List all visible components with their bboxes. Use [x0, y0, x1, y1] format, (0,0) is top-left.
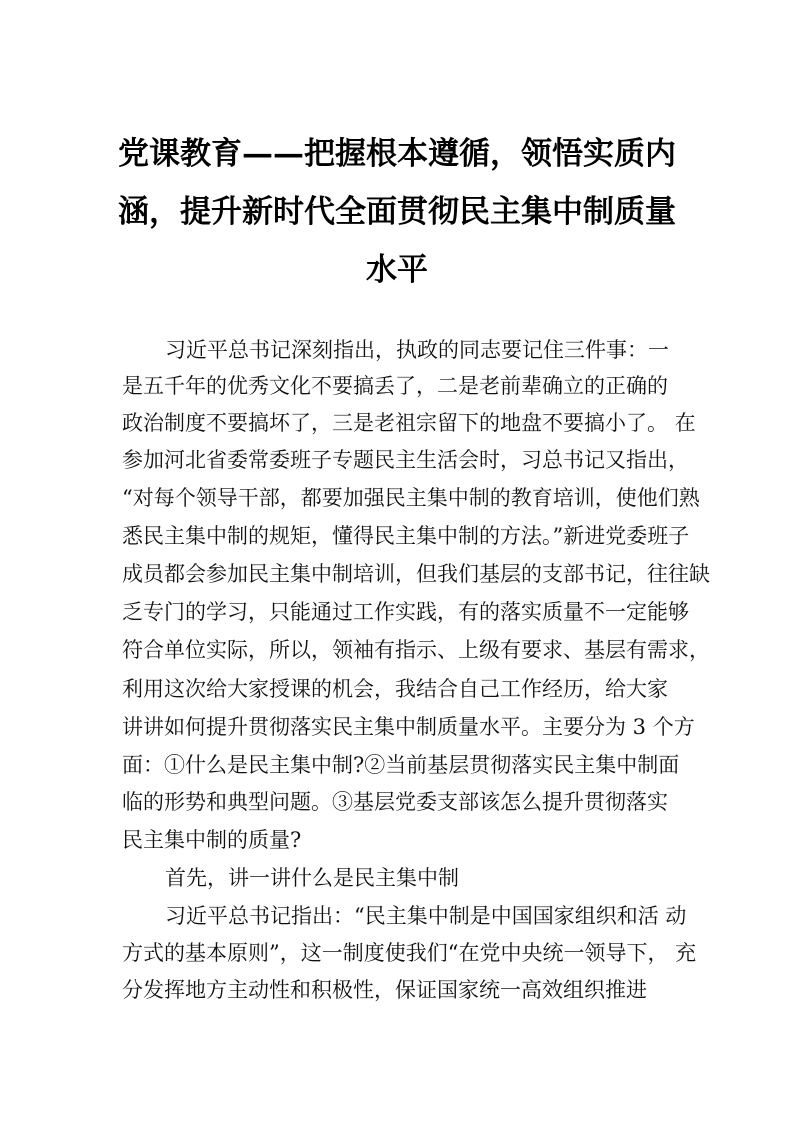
paragraph-1-line-5: “对每个领导干部，都要加强民主集中制的教育培训，使他们熟 — [122, 486, 700, 510]
paragraph-1-line-9: 符合单位实际，所以，领袖有指示、上级有要求、基层有需求， — [122, 638, 710, 662]
paragraph-1-line-1: 习近平总书记深刻指出，执政的同志要记住三件事：一 — [165, 338, 669, 362]
document-title-line-2: 涵，提升新时代全面贯彻民主集中制质量 — [118, 194, 676, 230]
paragraph-2-line-3: 分发挥地方主动性和积极性，保证国家统一高效组织推进 — [122, 978, 647, 1002]
paragraph-1-line-13: 临的形势和典型问题。③基层党委支部该怎么提升贯彻落实 — [122, 790, 668, 814]
paragraph-1-line-3: 政治制度不要搞坏了，三是老祖宗留下的地盘不要搞小了。 在 — [122, 411, 696, 435]
paragraph-1-line-8: 乏专门的学习，只能通过工作实践，有的落实质量不一定能够 — [122, 600, 689, 624]
paragraph-1-line-4: 参加河北省委常委班子专题民主生活会时，习总书记又指出， — [122, 448, 689, 472]
paragraph-1-line-14: 民主集中制的质量? — [122, 828, 302, 852]
paragraph-1-line-7: 成员都会参加民主集中制培训，但我们基层的支部书记，往往缺 — [122, 562, 710, 586]
section-heading-line: 首先，讲一讲什么是民主集中制 — [165, 866, 459, 890]
paragraph-1-line-2: 是五千年的优秀文化不要搞丢了，二是老前辈确立的正确的 — [122, 374, 668, 398]
document-title-line-3: 水平 — [366, 252, 428, 288]
paragraph-1-line-12: 面：①什么是民主集中制?②当前基层贯彻落实民主集中制面 — [122, 753, 680, 777]
document-title-line-1: 党课教育——把握根本遵循，领悟实质内 — [118, 136, 676, 172]
paragraph-1-line-6: 悉民主集中制的规矩，懂得民主集中制的方法。”新进党委班子 — [122, 524, 690, 548]
paragraph-1-line-11: 讲讲如何提升贯彻落实民主集中制质量水平。主要分为 3 个方 — [122, 715, 695, 739]
paragraph-2-line-1: 习近平总书记指出：“民主集中制是中国国家组织和活 动 — [165, 904, 687, 928]
paragraph-1-line-10: 利用这次给大家授课的机会，我结合自己工作经历，给大家 — [122, 677, 668, 701]
paragraph-2-line-2: 方式的基本原则”，这一制度使我们“在党中央统一领导下， 充 — [122, 941, 697, 965]
